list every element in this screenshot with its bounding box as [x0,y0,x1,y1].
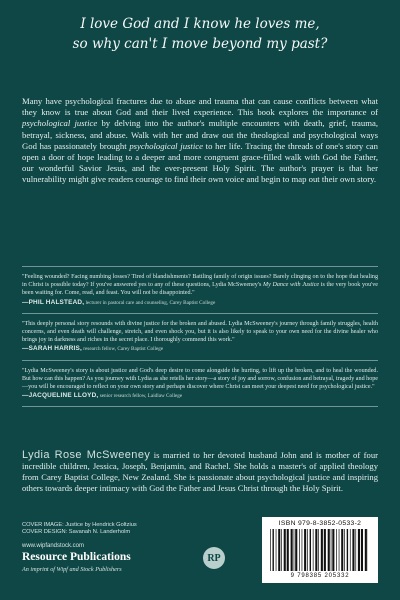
barcode-bar [310,529,311,571]
barcode-bar [315,529,317,571]
publisher-url: www.wipfandstock.com [22,543,85,549]
barcode-bar [350,529,351,571]
description-text: Many have psychological fractures due to abuse and trauma that can cause conflicts between what they know is true about God and their lived experience. This book explores the importance of [22,96,378,118]
barcode-bar [273,529,274,571]
endorsement [22,320,378,354]
description-emphasis: psychological justice [129,140,203,151]
endorser [22,345,378,353]
endorsement [22,367,378,401]
epigraph-quote [22,14,378,54]
barcode-bar [344,529,345,571]
barcode-bar [332,529,334,571]
endorsement-title: My Dance with Justice [263,282,320,289]
barcode-bar [304,529,306,571]
cover-image-credit: COVER IMAGE: Justice by Hendrick Goltzius [22,522,137,528]
barcode-bar [276,529,277,571]
publisher-imprint: An imprint of Wipf and Stock Publishers [22,566,122,573]
barcode-bar [355,529,356,571]
isbn-label: ISBN 979-8-3852-0533-2 [278,520,362,527]
barcode-bar [295,529,297,571]
endorsement-quote: is the very book you've been waiting for. Come, read, and feast. You will not be disappointed." [22,282,378,297]
endorsement-text [22,273,378,298]
barcode-bar [318,529,319,571]
barcode-bar [352,529,354,571]
epigraph-line: so why can't I move beyond my past? [72,36,328,52]
description-emphasis: psychological justice [22,118,98,129]
barcode-bar [294,529,295,571]
publisher-logo-icon [203,547,225,569]
endorser-name: —SARAH HARRIS, [22,345,82,353]
barcode-bar [291,529,293,571]
endorser [22,392,378,400]
endorsement-text: "Lydia McSweeney's story is about justice and God's deep desire to come alongside the hurting, to lift up the broken, and to heal the wounded. But how can this happen? As you journey with Lydia as she retells her story—a story of joy and sorrow, confusion and betrayal, tragedy and hope—you will be encouraged to reflect on your own story and perhaps discover where Christ can meet your deepest need for psychological justice." [22,367,378,391]
barcode-panel [262,517,378,583]
barcode-bar [281,529,282,571]
endorsement-quote: "Feeling wounded? Facing numbing losses? Tired of blandishments? Battling family of origin issues? Barely clinging on to the hope that healing in Christ is possible today? If you've answered yes to any of these questions, Lydia McSweeney's [22,274,378,289]
author-name: Lydia Rose McSweeney [22,449,151,461]
barcode-bar [270,529,271,571]
barcode-bar [358,529,360,571]
barcode-bar [324,529,326,571]
book-description [22,96,378,186]
barcode-bar [361,529,363,571]
barcode-bar [336,529,337,571]
barcode-bar [287,529,289,571]
barcode-bar [302,529,303,571]
epigraph-line: I love God and I know he loves me, [80,16,320,32]
barcode-bar [299,529,300,571]
description-text: by delving into the author's multiple encounters with death, grief, trauma, betrayal, sickness, and abuse. Walk with her and draw out the theological and psychological ways God has passionately brought [22,118,378,151]
endorsement-text: "This deeply personal story resounds with divine justice for the broken and abused. Lydia McSweeney's journey through family struggles, health concerns, and even death will challenge, stretch, and even shock you, but it is also likely to speak to your own need for the divine healer who brings joy in darkness and riches in the secret place. I thoroughly commend this work." [22,320,378,344]
barcode-bar [321,529,323,571]
publisher-name: Resource Publications [22,551,131,563]
author-bio-text: is married to her devoted husband John and is mother of four incredible children, Jessica, Joseph, Benjamin, and Rachel. She holds a master's of applied theology from Carey Baptist College, New Zealand. She is passionate about psychological justice and inspiring others towards deeper intimacy with God the Father and Jesus Christ through the Holy Spirit. [22,450,378,494]
endorser-name: —PHIL HALSTEAD, [22,298,85,306]
barcode-bar [284,529,286,571]
barcode-bar [328,529,330,571]
barcode-bar [347,529,348,571]
endorsement [22,273,378,307]
divider [22,406,378,407]
endorser-role: research fellow, Carey Baptist College [81,346,164,353]
endorser-name: —JACQUELINE LLOYD, [22,392,99,400]
endorsements [22,266,378,413]
divider [22,360,378,361]
endorser [22,299,378,307]
barcode-bar [341,529,343,571]
barcode-bar [339,529,340,571]
barcode-bar [331,529,332,571]
barcode-number: 9 798385 205332 [290,573,350,579]
publisher-logo-text: RP [207,552,221,564]
endorser-role: lecturer in pastoral care and counseling, Carey Baptist College [84,299,216,306]
barcode-icon [268,529,372,573]
description-text: to her life. Tracing the threads of one's story can open a door of hope leading to a deeper and more congruent grace-filled walk with God the Father, our wonderful Savior Jesus, and the ever-present Holy Spirit. The author's prayer is that her vulnerability might give readers courage to find their own voice and begin to map out their own story. [22,140,378,185]
cover-design-credit: COVER DESIGN: Savanah N. Landerholm [22,529,131,535]
barcode-bar [365,529,367,571]
divider [22,313,378,314]
cover-credits [22,522,222,536]
barcode-bar [278,529,280,571]
barcode-bar [307,529,308,571]
author-bio [22,450,378,494]
divider [22,266,378,267]
endorser-role: senior research fellow, Laidlaw College [98,393,183,400]
barcode-bar [313,529,314,571]
